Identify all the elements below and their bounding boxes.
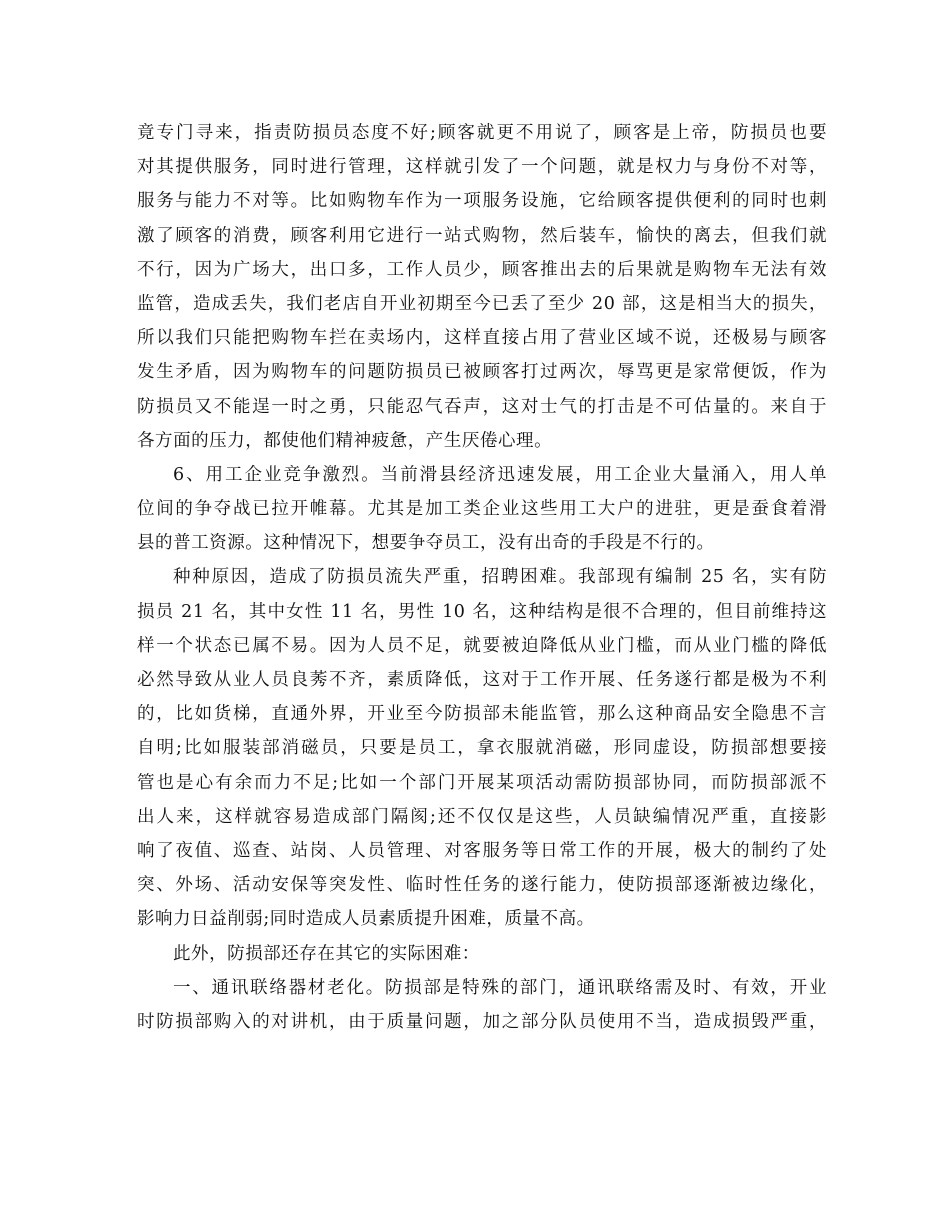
- text-line: 不行，因为广场大，出口多，工作人员少，顾客推出去的后果就是购物车无法有效: [137, 259, 827, 280]
- text-line: 所以我们只能把购物车拦在卖场内，这样直接占用了营业区域不说，还极易与顾客: [137, 328, 827, 349]
- text-line: 的，比如货梯，直通外界，开业至今防损部未能监管，那么这种商品安全隐患不言: [137, 704, 827, 725]
- text-line: 自明;比如服装部消磁员，只要是员工，拿衣服就消磁，形同虚设，防损部想要接: [137, 738, 827, 759]
- text-line: 时防损部购入的对讲机，由于质量问题，加之部分队员使用不当，造成损毁严重，: [137, 1011, 827, 1032]
- paragraph-start-line: 种种原因，造成了防损员流失严重，招聘困难。我部现有编制 25 名，实有防: [173, 567, 827, 588]
- text-line: 发生矛盾，因为购物车的问题防损员已被顾客打过两次，辱骂更是家常便饭，作为: [137, 362, 827, 383]
- text-line: 必然导致从业人员良莠不齐，素质降低，这对于工作开展、任务遂行都是极为不利: [137, 670, 827, 690]
- paragraph-start-line: 6、用工企业竞争激烈。当前滑县经济迅速发展，用工企业大量涌入，用人单: [173, 464, 827, 485]
- paragraph-start-line: 一、通讯联络器材老化。防损部是特殊的部门，通讯联络需及时、有效，开业: [173, 977, 827, 998]
- text-line: 激了顾客的消费，顾客利用它进行一站式购物，然后装车，愉快的离去，但我们就: [137, 225, 827, 246]
- text-line: 损员 21 名，其中女性 11 名，男性 10 名，这种结构是很不合理的，但目前维持这: [137, 601, 827, 622]
- text-line: 管也是心有余而力不足;比如一个部门开展某项活动需防损部协同，而防损部派不: [137, 772, 827, 793]
- text-line: 位间的争夺战已拉开帷幕。尤其是加工类企业这些用工大户的进驻，更是蚕食着滑: [137, 499, 827, 520]
- text-line: 响了夜值、巡查、站岗、人员管理、对客服务等日常工作的开展，极大的制约了处: [137, 840, 827, 861]
- text-line: 各方面的压力，都使他们精神疲惫，产生厌倦心理。: [137, 430, 553, 451]
- text-line: 监管，造成丢失，我们老店自开业初期至今已丢了至少 20 部，这是相当大的损失，: [137, 293, 827, 314]
- text-line: 对其提供服务，同时进行管理，这样就引发了一个问题，就是权力与身份不对等，: [137, 157, 827, 178]
- text-line: 服务与能力不对等。比如购物车作为一项服务设施，它给顾客提供便利的同时也刺: [137, 191, 827, 212]
- text-line: 影响力日益削弱;同时造成人员素质提升困难，质量不高。: [137, 909, 595, 930]
- text-line: 样一个状态已属不易。因为人员不足，就要被迫降低从业门槛，而从业门槛的降低: [137, 635, 827, 656]
- text-line: 防损员又不能逞一时之勇，只能忍气吞声，这对士气的打击是不可估量的。来自于: [137, 396, 827, 417]
- text-line: 突、外场、活动安保等突发性、临时性任务的遂行能力，使防损部逐渐被边缘化，: [137, 875, 827, 896]
- document-body: [137, 116, 827, 1039]
- text-line: 县的普工资源。这种情况下，想要争夺员工，没有出奇的手段是不行的。: [137, 533, 715, 554]
- paragraph-start-line: 此外，防损部还存在其它的实际困难：: [173, 943, 480, 964]
- text-line: 竟专门寻来，指责防损员态度不好;顾客就更不用说了，顾客是上帝，防损员也要: [137, 123, 827, 143]
- text-line: 出人来，这样就容易造成部门隔阂;还不仅仅是这些，人员缺编情况严重，直接影: [137, 806, 827, 827]
